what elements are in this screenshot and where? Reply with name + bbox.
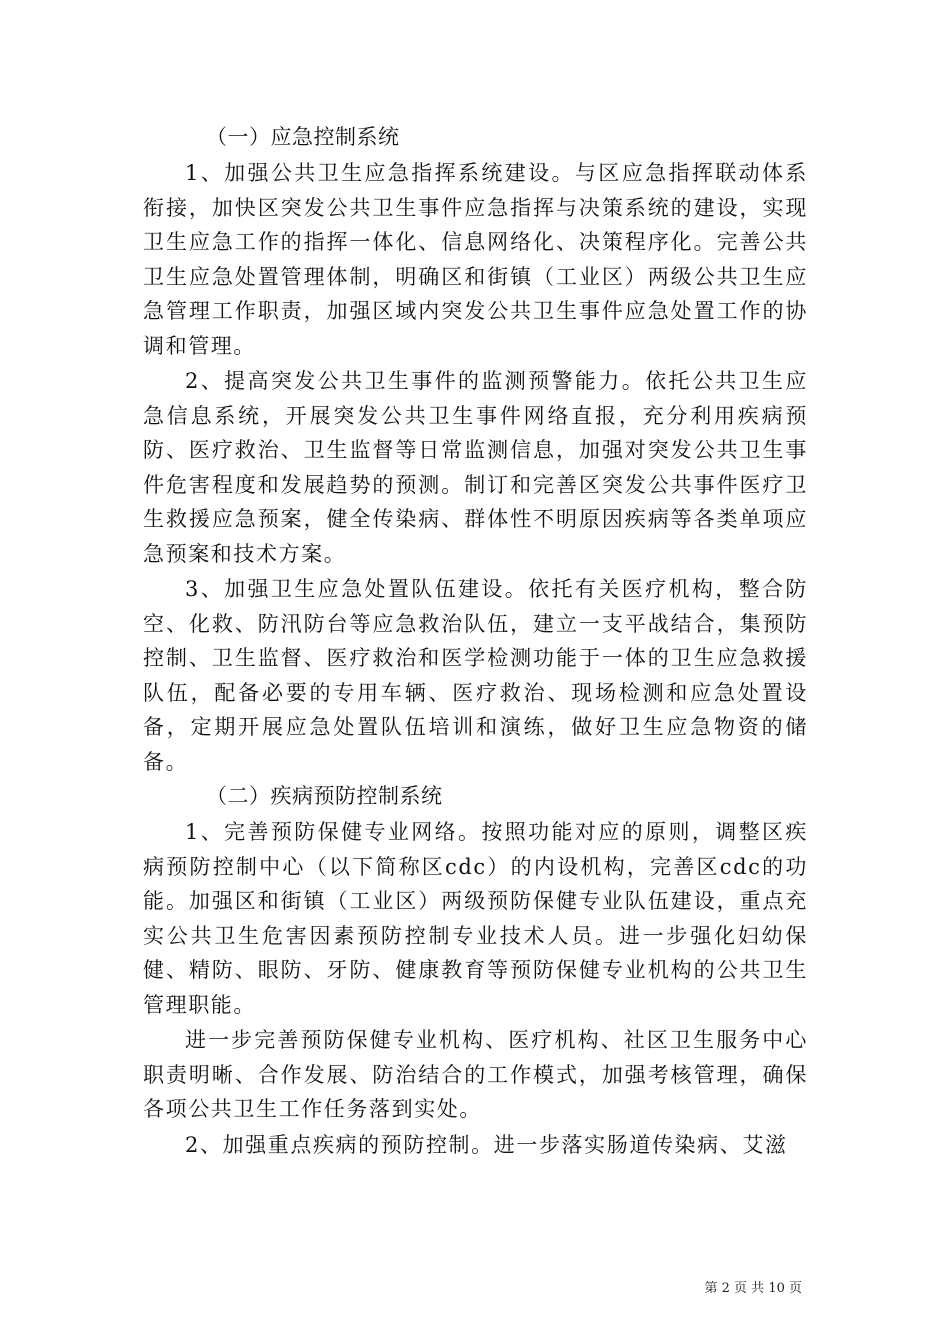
page-number-footer: 第 2 页 共 10 页: [704, 1281, 802, 1296]
paragraph-response-team: 3、加强卫生应急处置队伍建设。依托有关医疗机构，整合防空、化救、防汛防台等应急救治队伍，建立一支平战结合，集预防控制、卫生监督、医疗救治和医学检测功能于一体的卫生应急救援队伍，配备必要的专用车辆、医疗救治、现场检测和应急处置设备，定期开展应急处置队伍培训和演练，做好卫生应急物资的储备。: [143, 577, 808, 774]
paragraph-work-model: 进一步完善预防保健专业机构、医疗机构、社区卫生服务中心职责明晰、合作发展、防治结合的工作模式，加强考核管理，确保各项公共卫生工作任务落到实处。: [143, 1028, 808, 1121]
paragraph-monitoring-warning: 2、提高突发公共卫生事件的监测预警能力。依托公共卫生应急信息系统，开展突发公共卫生事件网络直报，充分利用疾病预防、医疗救治、卫生监督等日常监测信息，加强对突发公共卫生事件危害程度和发展趋势的预测。制订和完善区突发公共事件医疗卫生救援应急预案，健全传染病、群体性不明原因疾病等各类单项应急预案和技术方案。: [143, 369, 808, 566]
paragraph-key-diseases: 2、加强重点疾病的预防控制。进一步落实肠道传染病、艾滋: [185, 1132, 788, 1157]
paragraph-command-system: 1、加强公共卫生应急指挥系统建设。与区应急指挥联动体系衔接，加快区突发公共卫生事件应急指挥与决策系统的建设，实现卫生应急工作的指挥一体化、信息网络化、决策程序化。完善公共卫生应急处置管理体制，明确区和街镇（工业区）两级公共卫生应急管理工作职责，加强区域内突发公共卫生事件应急处置工作的协调和管理。: [143, 161, 808, 358]
document-body: [143, 120, 808, 1162]
paragraph-prevention-network: 1、完善预防保健专业网络。按照功能对应的原则，调整区疾病预防控制中心（以下简称区cdc）的内设机构，完善区cdc的功能。加强区和街镇（工业区）两级预防保健专业队伍建设，重点充实公共卫生危害因素预防控制专业技术人员。进一步强化妇幼保健、精防、眼防、牙防、健康教育等预防保健专业机构的公共卫生管理职能。: [143, 820, 808, 1017]
section-heading-emergency-control: （一）应急控制系统: [206, 125, 400, 149]
section-heading-disease-prevention: （二）疾病预防控制系统: [206, 784, 443, 808]
